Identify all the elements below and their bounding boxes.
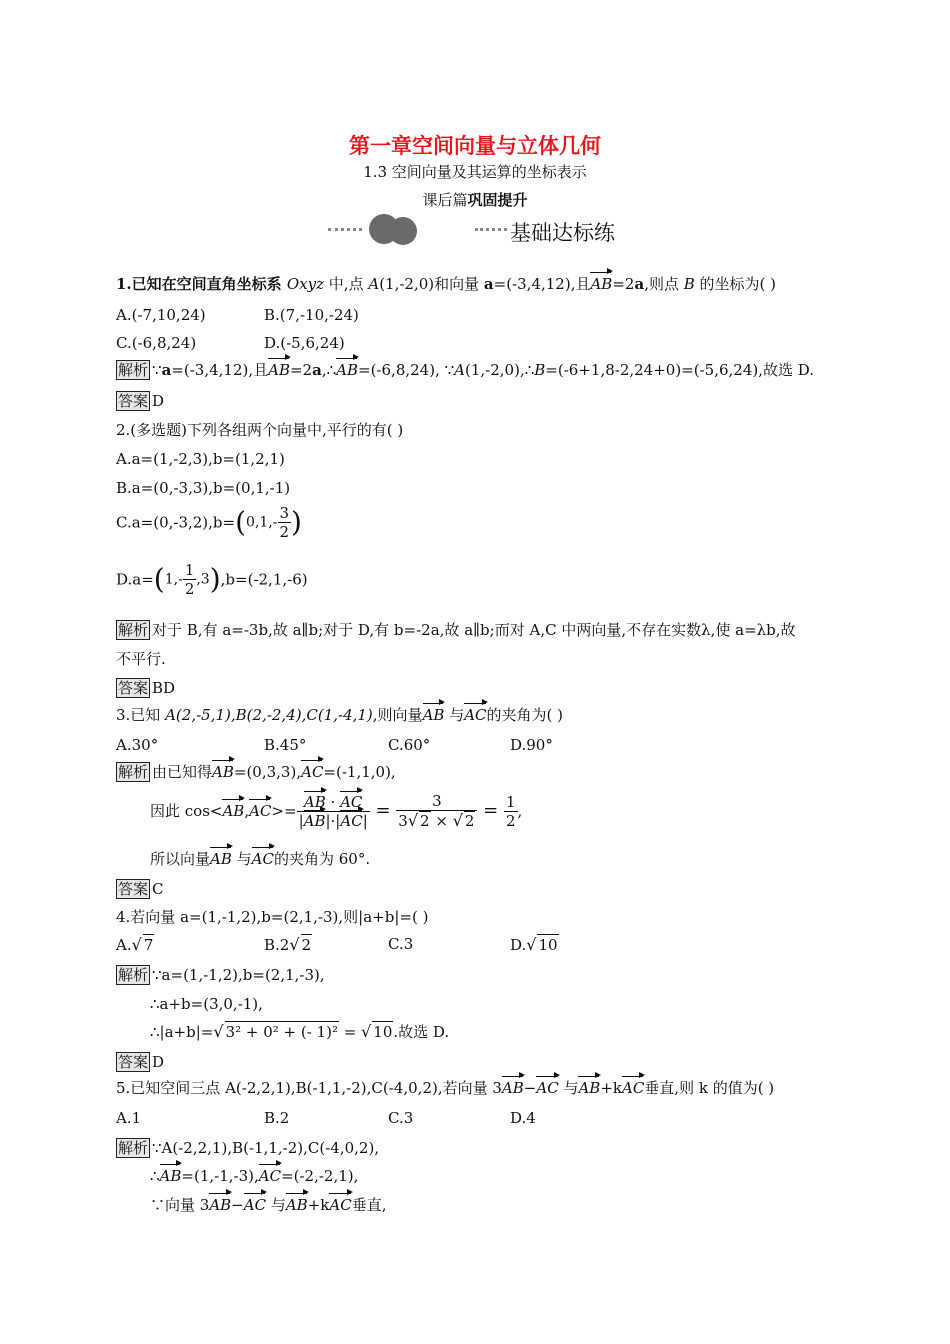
q1-stem: 1.已知在空间直角坐标系 Oxyz 中,点 A(1,-2,0)和向量 a=(-3,4,12),且AB=2a,则点 B 的坐标为( ) — [116, 275, 777, 293]
q2-option-d: D.a=(1,- $\frac{1}{2}$ ,3),b=(-2,1,-6) — [116, 561, 308, 598]
q5-analysis-perp: ∵向量 3AB−AC 与AB+kAC垂直, — [150, 1196, 387, 1214]
q4-stem: 4.若向量 a=(1,-1,2),b=(2,1,-3),则|a+b|=( ) — [116, 908, 429, 926]
q5-option-c: C.3 — [388, 1109, 414, 1127]
q1-option-b: B.(7,-10,-24) — [264, 306, 359, 324]
q5-option-d: D.4 — [510, 1109, 536, 1127]
q5-option-a: A.1 — [116, 1109, 142, 1127]
dotted-line-right — [475, 228, 507, 235]
q4-analysis: 解析 ∵a=(1,-1,2),b=(2,1,-3), — [118, 966, 325, 984]
q4-analysis-sum: ∴a+b=(3,0,-1), — [150, 995, 263, 1013]
q2-analysis: 解析 对于 B,有 a=-3b,故 a∥b;对于 D,有 b=-2a,故 a∥b;而对 A,C 中两向量,不存在实数λ,使 a=λb,故 — [118, 621, 796, 639]
vector-ab: AB — [590, 275, 613, 293]
q3-analysis-conclusion: 所以向量AB 与AC的夹角为 60°. — [150, 850, 371, 868]
subtitle-prefix: 课后篇 — [422, 191, 468, 209]
q3-analysis: 解析 由已知得AB=(0,3,3),AC=(-1,1,0), — [118, 763, 396, 781]
analysis-tag: 解析 — [118, 763, 149, 781]
q3-option-b: B.45° — [264, 736, 307, 754]
q3-option-a: A.30° — [116, 736, 159, 754]
answer-tag: 答案 — [118, 679, 149, 697]
q1-option-c: C.(-6,8,24) — [116, 334, 197, 352]
cos-fraction: $\frac{AB \cdot AC}{|AB|\cdot|AC|}$ — [298, 792, 368, 830]
dotted-line-left — [328, 228, 362, 235]
q3-option-d: D.90° — [510, 736, 553, 754]
q2-stem: 2.(多选题)下列各组两个向量中,平行的有( ) — [116, 421, 404, 439]
q4-option-d: D.√ 10 — [510, 935, 558, 954]
answer-tag: 答案 — [118, 392, 149, 410]
q4-option-b: B.2√ 2 — [264, 935, 312, 954]
q2-analysis-cont: 不平行. — [116, 650, 166, 668]
q3-option-c: C.60° — [388, 736, 431, 754]
q4-analysis-norm: ∴|a+b|=√ 3² + 0² + (- 1)² = √ 10.故选 D. — [150, 1022, 450, 1041]
analysis-tag: 解析 — [118, 1139, 149, 1157]
q2-answer: 答案 BD — [118, 679, 176, 697]
q4-answer: 答案 D — [118, 1053, 165, 1071]
chapter-title: 第一章空间向量与立体几何 — [349, 133, 601, 158]
q2-option-c: C.a=(0,-3,2),b=(0,1,- $\frac{3}{2}$ ) — [116, 504, 302, 541]
q1-option-d: D.(-5,6,24) — [264, 334, 345, 352]
q4-option-c: C.3 — [388, 935, 414, 953]
banner-label: 基础达标练 — [510, 221, 615, 245]
q5-analysis-vectors: ∴AB=(1,-1,-3),AC=(-2,-2,1), — [150, 1167, 359, 1185]
q5-analysis: 解析 ∵A(-2,2,1),B(-1,1,-2),C(-4,0,2), — [118, 1139, 380, 1157]
analysis-tag: 解析 — [118, 621, 149, 639]
subtitle — [0, 189, 950, 210]
q1-option-a: A.(-7,10,24) — [116, 306, 206, 324]
q3-answer: 答案 C — [118, 880, 164, 898]
q3-stem: 3.已知 A(2,-5,1),B(2,-2,4),C(1,-4,1),则向量AB 与AC的夹角为( ) — [116, 706, 563, 724]
q5-option-b: B.2 — [264, 1109, 290, 1127]
section-banner — [325, 212, 645, 248]
section-title: 1.3 空间向量及其运算的坐标表示 — [363, 163, 587, 181]
q1-answer: 答案 D — [118, 392, 165, 410]
analysis-tag: 解析 — [118, 966, 149, 984]
subtitle-bold: 巩固提升 — [467, 191, 528, 209]
q1-analysis: 解析 ∵a=(-3,4,12),且AB=2a,∴AB=(-6,8,24), ∵A(1,-2,0),∴B=(-6+1,8-2,24+0)=(-5,6,24),故选 D. — [118, 361, 815, 379]
q5-stem: 5.已知空间三点 A(-2,2,1),B(-1,1,-2),C(-4,0,2),若向量 3AB−AC 与AB+kAC垂直,则 k 的值为( ) — [116, 1079, 775, 1097]
answer-tag: 答案 — [118, 1053, 149, 1071]
answer-tag: 答案 — [118, 880, 149, 898]
q2-option-a: A.a=(1,-2,3),b=(1,2,1) — [116, 450, 285, 468]
analysis-tag: 解析 — [118, 361, 149, 379]
q3-analysis-formula: 因此 cos<AB,AC>= $\frac{AB \cdot AC}{|AB|\cdot|AC|}$ = $\frac{3}{3√ 2 \times √ 2}$ = $\frac{1}{2}$ , — [150, 792, 523, 830]
circle-icon — [389, 217, 417, 245]
q4-option-a: A.√ 7 — [116, 935, 154, 954]
q2-option-b: B.a=(0,-3,3),b=(0,1,-1) — [116, 479, 291, 497]
